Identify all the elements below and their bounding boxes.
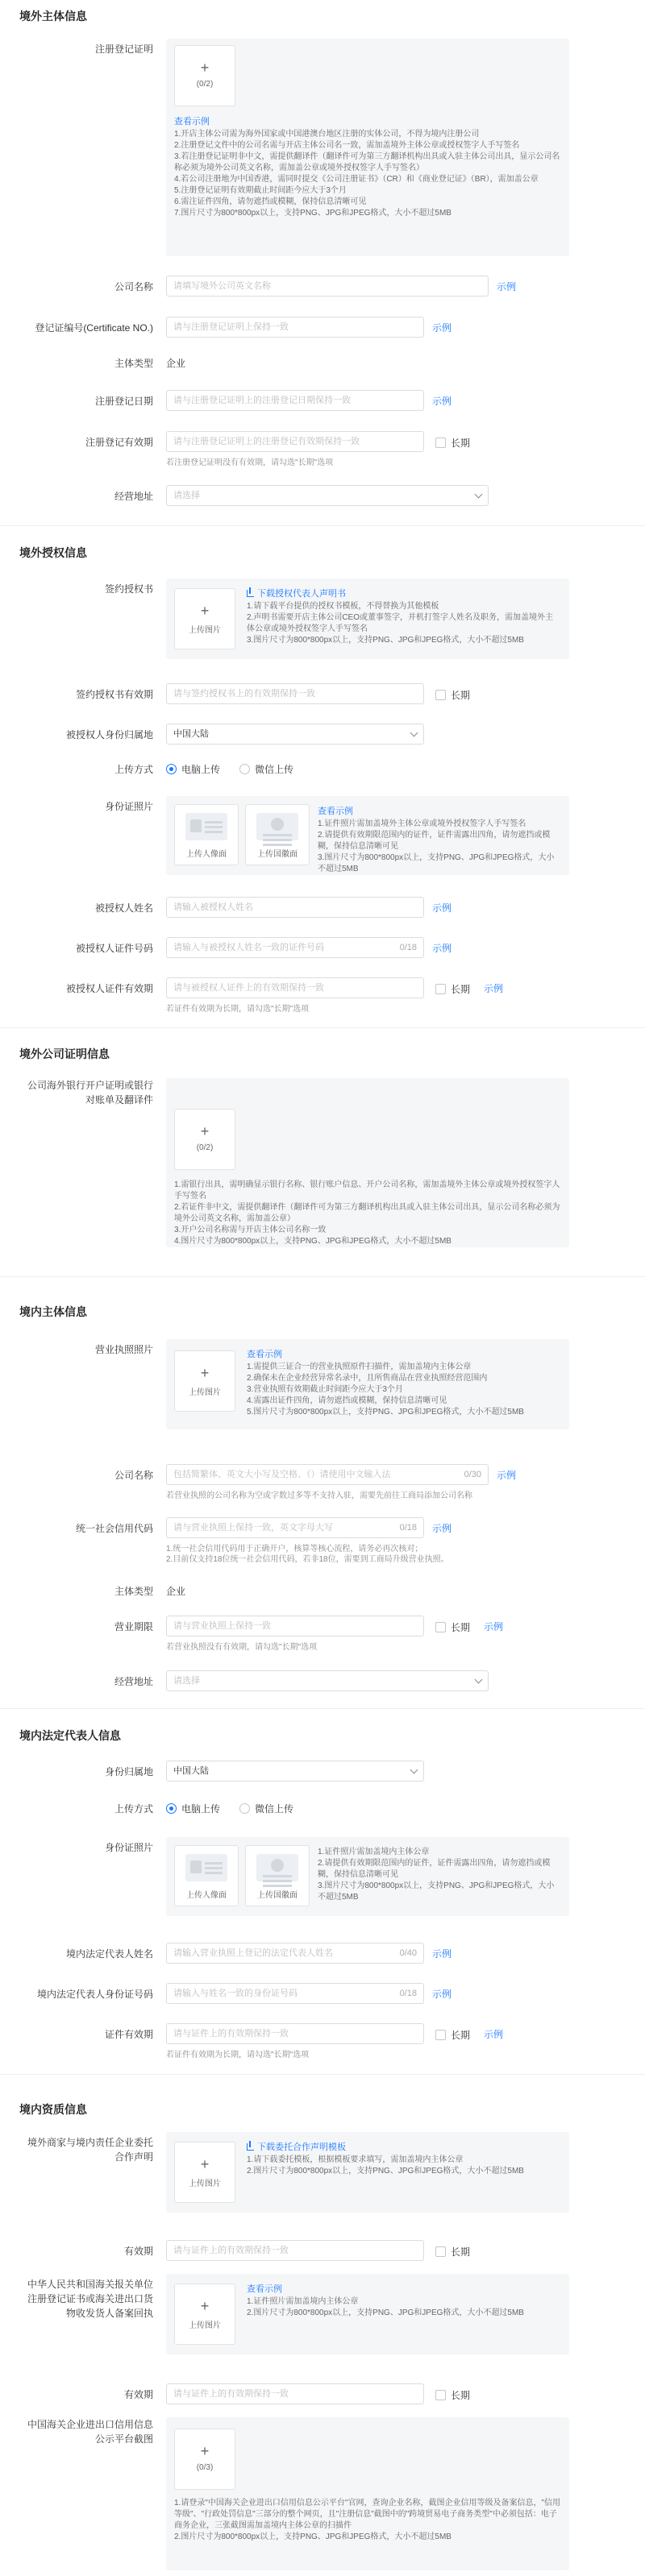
section-title-qual: 境内资质信息 (19, 2103, 87, 2116)
example-link[interactable]: 示例 (497, 1470, 517, 1481)
reg-cert-uploader[interactable] (174, 45, 235, 106)
long-term-checkbox[interactable] (435, 2388, 470, 2402)
note-line: 1.请登录"中国海关企业进出口信用信息公示平台"官网，查询企业名称，截图企业信用等级及备案信息，"信用等级"、"行政处罚信息"三部分的整个网页，且"注册信息"截图中的"跨境贸易电子商务类型"中必须包括：电子商务企业，三张截图需加盖境内主体公章的扫描件 (174, 2499, 560, 2530)
credit-pub-uploader[interactable] (174, 2429, 235, 2490)
upload-count: (0/2) (196, 80, 214, 89)
note-line: 3.图片尺寸为800*800px以上，支持PNG、JPG和JPEG格式，大小不超过5MB (318, 1881, 555, 1902)
customs-valid-input[interactable]: 请与证件上的有效期保持一致 (166, 2383, 424, 2404)
plus-icon: + (200, 60, 210, 76)
auth-idcard-label: 身份证照片 (104, 801, 153, 812)
auth-valid-input[interactable]: 请与签约授权书上的有效期保持一致 (166, 683, 424, 704)
id-front-label: 上传人像面 (186, 1891, 227, 1900)
example-link[interactable]: 示例 (432, 943, 452, 954)
long-term-checkbox[interactable] (435, 436, 470, 450)
char-count: 0/18 (399, 1523, 417, 1533)
section-title-account: 境外公司证明信息 (19, 1047, 110, 1060)
customs-panel (166, 2274, 569, 2354)
radio-computer-upload[interactable] (166, 762, 220, 776)
radio-label: 微信上传 (255, 764, 294, 775)
legal-idvalid-input[interactable]: 请与证件上的有效期保持一致 (166, 2023, 424, 2044)
auth-letter-label: 签约授权书 (104, 583, 153, 595)
note-line: 1.请下载平台提供的授权书模板，不得替换为其他模板 (247, 602, 439, 611)
auth-valid-label: 签约授权书有效期 (75, 689, 153, 700)
example-link[interactable]: 示例 (432, 1948, 452, 1960)
note-line: 7.图片尺寸为800*800px以上，支持PNG、JPG和JPEG格式，大小不超过5MB (174, 209, 452, 218)
customs-label: 中华人民共和国海关报关单位注册登记证书或海关进出口货物收发货人备案回执 (27, 2279, 153, 2319)
note-line: 2.声明书需要开店主体公司CEO或董事签字，并机打签字人姓名及职务，需加盖境外主体公章或境外授权签字人手写签名 (247, 613, 554, 633)
id-back-uploader[interactable] (245, 804, 310, 865)
customs-uploader[interactable] (174, 2284, 235, 2345)
reg-valid-hint: 若注册登记证明没有有效期，请勾选"长期"选项 (166, 458, 334, 467)
auth-letter-notes (247, 601, 557, 646)
long-term-checkbox[interactable] (435, 982, 470, 996)
subject-type-label: 主体类型 (114, 358, 153, 369)
address-label: 经营地址 (114, 491, 153, 502)
note-line: 3.若注册登记证明非中文，需提供翻译件（翻译件可为第三方翻译机构出具或入驻主体公司出具，显示公司名称必须为境外公司英文名称，需加盖公章或境外授权签字人手写签名） (174, 152, 560, 172)
note-line: 5.注册登记证明有效期截止时间距今应大于3个月 (174, 186, 347, 195)
legal-region-select[interactable] (166, 1761, 424, 1782)
auth-name-label: 被授权人姓名 (94, 902, 153, 914)
note-line: 2.图片尺寸为800*800px以上，支持PNG、JPG和JPEG格式，大小不超过5MB (247, 2308, 524, 2317)
dom-company-input[interactable] (166, 1464, 489, 1485)
subject-type-value: 企业 (166, 358, 186, 369)
credit-pub-notes (174, 2498, 561, 2543)
auth-region-select[interactable] (166, 724, 424, 745)
section-title-domestic: 境内主体信息 (19, 1305, 87, 1318)
long-term-label: 长期 (451, 2030, 471, 2041)
period-hint: 若营业执照没有有效期，请勾选"长期"选项 (166, 1643, 318, 1652)
divider (0, 1027, 645, 1028)
note-line: 1.需银行出具，需明确显示银行名称、银行账户信息、开户公司名称，需加盖境外主体公章或境外授权签字人手写签名 (174, 1180, 560, 1201)
long-term-label: 长期 (451, 1622, 471, 1633)
checkbox-box (435, 2030, 446, 2040)
example-link[interactable]: 示例 (484, 2029, 504, 2040)
note-line: 2.图片尺寸为800*800px以上，支持PNG、JPG和JPEG格式，大小不超过5MB (247, 2167, 524, 2176)
divider (0, 1708, 645, 1709)
reg-valid-label: 注册登记有效期 (85, 437, 153, 448)
company-name-input[interactable]: 请填写境外公司英文名称 (166, 276, 489, 297)
input-placeholder: 请输入与姓名一致的身份证号码 (173, 1989, 298, 1998)
example-link[interactable]: 示例 (432, 396, 452, 407)
credit-hint-2: 2.目前仅支持18位统一社会信用代码，若非18位，需要到工商局升级营业执照。 (166, 1555, 449, 1564)
example-link[interactable]: 示例 (432, 1989, 452, 2000)
download-label: 下载授权代表人声明书 (257, 589, 346, 599)
note-line: 3.营业执照有效期截止时间距今应大于3个月 (247, 1385, 403, 1394)
char-count: 0/18 (399, 943, 417, 952)
legal-idvalid-label: 证件有效期 (104, 2029, 153, 2040)
plus-icon: + (200, 2443, 210, 2459)
checkbox-box (435, 1622, 446, 1632)
select-value: 中国大陆 (173, 729, 209, 739)
upload-count: (0/3) (196, 2463, 214, 2472)
input-placeholder: 请与营业执照上保持一致，英文字母大写 (173, 1523, 333, 1533)
legal-idcard-label: 身份证照片 (104, 1842, 153, 1853)
auth-name-input[interactable]: 请输入被授权人姓名 (166, 897, 424, 918)
legal-idcard-panel (166, 1837, 569, 1916)
note-line: 2.注册登记文件中的公司名需与开店主体公司名一致，需加盖境外主体公章或授权签字人手写签名 (174, 141, 520, 150)
auth-idvalid-label: 被授权人证件有效期 (65, 983, 153, 994)
section-title-overseas: 境外主体信息 (19, 10, 87, 23)
checkbox-box (435, 984, 446, 994)
radio-computer-upload[interactable] (166, 1802, 220, 1815)
note-line: 1.证件照片需加盖境外主体公章或境外授权签字人手写签名 (318, 819, 526, 828)
upload-label: 上传图片 (189, 1388, 221, 1397)
upload-label: 上传图片 (189, 2180, 221, 2188)
note-line: 3.图片尺寸为800*800px以上，支持PNG、JPG和JPEG格式，大小不超过5MB (247, 636, 524, 645)
section-title-legal: 境内法定代表人信息 (19, 1729, 121, 1742)
long-term-checkbox[interactable] (435, 2245, 470, 2259)
auth-region-label: 被授权人身份归属地 (65, 729, 153, 740)
chevron-down-icon (410, 1766, 418, 1774)
company-name-label: 公司名称 (114, 281, 153, 292)
credit-pub-panel (166, 2417, 569, 2570)
legal-name-input[interactable] (166, 1943, 424, 1964)
download-label: 下载委托合作声明模板 (257, 2143, 346, 2152)
id-front-label: 上传人像面 (186, 850, 227, 859)
radio-dot (166, 1803, 177, 1814)
long-term-label: 长期 (451, 438, 471, 449)
dom-address-label: 经营地址 (114, 1676, 153, 1687)
long-term-label: 长期 (451, 2390, 471, 2401)
long-term-checkbox[interactable] (435, 1620, 470, 1634)
checkbox-box (435, 2390, 446, 2400)
auth-upload-way-label: 上传方式 (114, 764, 153, 775)
plus-icon: + (200, 1365, 210, 1381)
entrust-valid-input[interactable]: 请与证件上的有效期保持一致 (166, 2240, 424, 2261)
id-front-uploader[interactable] (174, 804, 239, 865)
credit-pub-label: 中国海关企业进出口信用信息公示平台截图 (27, 2419, 153, 2445)
radio-label: 微信上传 (255, 1803, 294, 1815)
credit-hint-1: 1.统一社会信用代码用于正确开户，核算等核心流程，请务必再次核对； (166, 1545, 423, 1553)
radio-label: 电脑上传 (181, 1803, 221, 1815)
plus-icon: + (200, 2156, 210, 2172)
id-back-label: 上传国徽面 (257, 850, 298, 859)
dom-subject-label: 主体类型 (114, 1586, 153, 1597)
entrust-notes (247, 2155, 557, 2177)
entrust-valid-label: 有效期 (123, 2246, 153, 2257)
note-line: 1.证件照片需加盖境内主体公章 (318, 1848, 430, 1856)
plus-icon: + (200, 603, 210, 619)
input-placeholder: 请输入营业执照上登记的法定代表人姓名 (173, 1948, 333, 1958)
license-notes (247, 1362, 557, 1418)
example-link[interactable]: 示例 (432, 902, 452, 914)
legal-idno-label: 境内法定代表人身份证号码 (36, 1989, 153, 2000)
auth-idcard-panel (166, 796, 569, 875)
example-link[interactable]: 示例 (432, 322, 452, 334)
credit-code-input[interactable] (166, 1517, 424, 1538)
upload-count: (0/2) (196, 1143, 214, 1152)
reg-valid-input[interactable]: 请与注册登记证明上的注册登记有效期保持一致 (166, 431, 424, 452)
checkbox-box (435, 438, 446, 448)
long-term-label: 长期 (451, 690, 471, 701)
id-back-label: 上传国徽面 (257, 1891, 298, 1900)
reg-cert-notes (174, 129, 561, 219)
reg-cert-panel (166, 39, 569, 256)
customs-valid-label: 有效期 (123, 2389, 153, 2400)
credit-code-label: 统一社会信用代码 (75, 1523, 153, 1534)
char-count: 0/40 (399, 1948, 417, 1958)
id-back-icon (256, 813, 298, 840)
divider (0, 1276, 645, 1277)
select-placeholder: 请选择 (173, 1676, 200, 1686)
select-placeholder: 请选择 (173, 491, 200, 500)
address-select[interactable] (166, 485, 489, 506)
auth-idvalid-hint: 若证件有效期为长期，请勾选"长期"选项 (166, 1005, 310, 1014)
chevron-down-icon (410, 729, 418, 737)
chevron-down-icon (475, 491, 483, 499)
checkbox-box (435, 2246, 446, 2257)
auth-idvalid-input[interactable]: 请与被授权人证件上的有效期保持一致 (166, 977, 424, 998)
char-count: 0/30 (464, 1470, 481, 1479)
note-line: 2.请提供有效期限范围内的证件，证件需露出四角，请勿遮挡或模糊，保持信息清晰可见 (318, 1859, 551, 1879)
char-count: 0/18 (399, 1989, 417, 1998)
note-line: 1.开店主体公司需为海外国家或中国港澳台地区注册的实体公司，不得为境内注册公司 (174, 130, 480, 139)
customs-notes (247, 2296, 557, 2319)
reg-cert-label: 注册登记证明 (94, 44, 153, 55)
view-example-link[interactable]: 查看示例 (247, 2284, 282, 2294)
upload-label: 上传图片 (189, 626, 221, 635)
long-term-checkbox[interactable] (435, 2028, 470, 2042)
legal-idno-input[interactable] (166, 1983, 424, 2004)
dom-company-label: 公司名称 (114, 1470, 153, 1481)
radio-dot (239, 1803, 250, 1814)
download-icon (247, 2143, 254, 2151)
id-back-uploader[interactable] (245, 1845, 310, 1906)
note-line: 2.请提供有效期限范围内的证件，证件需露出四角，请勿遮挡或模糊，保持信息清晰可见 (318, 831, 551, 851)
id-front-icon (185, 1854, 227, 1881)
note-line: 2.图片尺寸为800*800px以上，支持PNG、JPG和JPEG格式，大小不超过5MB (174, 2532, 452, 2541)
bank-account-notes (174, 1180, 561, 1247)
divider (0, 525, 645, 526)
download-template-link[interactable] (247, 2140, 346, 2153)
example-link[interactable]: 示例 (484, 1621, 504, 1632)
bank-account-label: 公司海外银行开户证明或银行对账单及翻译件 (27, 1080, 153, 1105)
entrust-uploader[interactable] (174, 2142, 235, 2203)
auth-letter-uploader[interactable] (174, 588, 235, 649)
dom-company-hint: 若营业执照的公司名称为空或字数过多等不支持入驻，需要先前往工商局添加公司名称 (166, 1491, 472, 1500)
license-panel (166, 1339, 569, 1429)
cert-no-input[interactable]: 请与注册登记证明上保持一致 (166, 317, 424, 338)
radio-wechat-upload[interactable] (239, 1802, 293, 1815)
divider (0, 2074, 645, 2075)
radio-label: 电脑上传 (181, 764, 221, 775)
note-line: 6.需注证件四角，请勿遮挡或模糊，保持信息清晰可见 (174, 197, 367, 206)
reg-date-input[interactable]: 请与注册登记证明上的注册登记日期保持一致 (166, 390, 424, 411)
chevron-down-icon (475, 1676, 483, 1684)
auth-idno-label: 被授权人证件号码 (75, 943, 153, 954)
legal-upload-way-radios (166, 1802, 293, 1815)
note-line: 4.图片尺寸为800*800px以上，支持PNG、JPG和JPEG格式，大小不超过5MB (174, 1237, 452, 1246)
note-line: 1.需提供三证合一的营业执照原件扫描件，需加盖境内主体公章 (247, 1363, 472, 1371)
legal-name-label: 境内法定代表人姓名 (65, 1948, 153, 1960)
note-line: 5.图片尺寸为800*800px以上，支持PNG、JPG和JPEG格式，大小不超过5MB (247, 1408, 524, 1417)
license-label: 营业执照照片 (94, 1344, 153, 1355)
bank-account-panel (166, 1078, 569, 1247)
example-link[interactable]: 示例 (497, 281, 517, 292)
example-link[interactable]: 示例 (432, 1523, 452, 1534)
note-line: 1.证件照片需加盖境内主体公章 (247, 2297, 359, 2306)
id-back-icon (256, 1854, 298, 1881)
input-placeholder: 包括简繁体、英文大小写及空格、（）请使用中文输入法 (173, 1470, 391, 1479)
example-link[interactable]: 示例 (484, 983, 504, 994)
note-line: 3.图片尺寸为800*800px以上，支持PNG、JPG和JPEG格式，大小不超过5MB (318, 853, 555, 873)
view-example-link[interactable]: 查看示例 (174, 117, 210, 127)
long-term-label: 长期 (451, 2246, 471, 2258)
plus-icon: + (200, 1123, 210, 1139)
radio-dot (239, 764, 250, 774)
dom-subject-value: 企业 (166, 1586, 186, 1597)
note-line: 2.确保未在企业经营异常名录中，且所售商品在营业执照经营范围内 (247, 1374, 488, 1383)
radio-wechat-upload[interactable] (239, 762, 293, 776)
view-example-link[interactable]: 查看示例 (247, 1350, 282, 1359)
id-front-uploader[interactable] (174, 1845, 239, 1906)
radio-dot (166, 764, 177, 774)
auth-idcard-notes (318, 819, 560, 875)
legal-idcard-notes (318, 1847, 560, 1903)
long-term-label: 长期 (451, 984, 471, 995)
note-line: 4.若公司注册地为中国香港，需同时提交《公司注册证书》（CR）和《商业登记证》（BR），需加盖公章 (174, 175, 539, 184)
upload-label: 上传图片 (189, 2321, 221, 2330)
note-line: 2.若证件非中文，需提供翻译件（翻译件可为第三方翻译机构出具或入驻主体公司出具，显示公司名称必须为境外公司英文名称，需加盖公章） (174, 1203, 560, 1223)
section-title-auth: 境外授权信息 (19, 546, 87, 559)
license-uploader[interactable] (174, 1350, 235, 1412)
checkbox-box (435, 690, 446, 700)
note-line: 4.需露出证件四角，请勿遮挡或模糊，保持信息清晰可见 (247, 1396, 447, 1405)
id-front-icon (185, 813, 227, 840)
auth-idno-input[interactable] (166, 937, 424, 958)
dom-address-select[interactable] (166, 1670, 489, 1691)
download-icon (247, 590, 254, 597)
auth-letter-panel (166, 579, 569, 659)
period-input[interactable]: 请与营业执照上保持一致 (166, 1616, 424, 1636)
auth-upload-way-radios (166, 762, 293, 776)
legal-idvalid-hint: 若证件有效期为长期，请勾选"长期"选项 (166, 2051, 310, 2060)
legal-region-label: 身份归属地 (104, 1766, 153, 1777)
select-value: 中国大陆 (173, 1766, 209, 1776)
legal-upload-way-label: 上传方式 (114, 1803, 153, 1815)
download-template-link[interactable] (247, 587, 346, 599)
entrust-label: 境外商家与境内责任企业委托合作声明 (27, 2137, 153, 2163)
bank-account-uploader[interactable] (174, 1109, 235, 1170)
note-line: 3.开户公司名称需与开店主体公司名称一致 (174, 1226, 327, 1234)
long-term-checkbox[interactable] (435, 688, 470, 702)
cert-no-label: 登记证编号(Certificate NO.) (35, 322, 153, 334)
entrust-panel (166, 2132, 569, 2213)
view-example-link[interactable]: 查看示例 (318, 807, 353, 816)
period-label: 营业期限 (114, 1621, 153, 1632)
note-line: 1.请下载委托模板，根据模板要求填写，需加盖境内主体公章 (247, 2155, 464, 2164)
plus-icon: + (200, 2298, 210, 2314)
input-placeholder: 请输入与被授权人姓名一致的证件号码 (173, 943, 324, 952)
reg-date-label: 注册登记日期 (94, 396, 153, 407)
